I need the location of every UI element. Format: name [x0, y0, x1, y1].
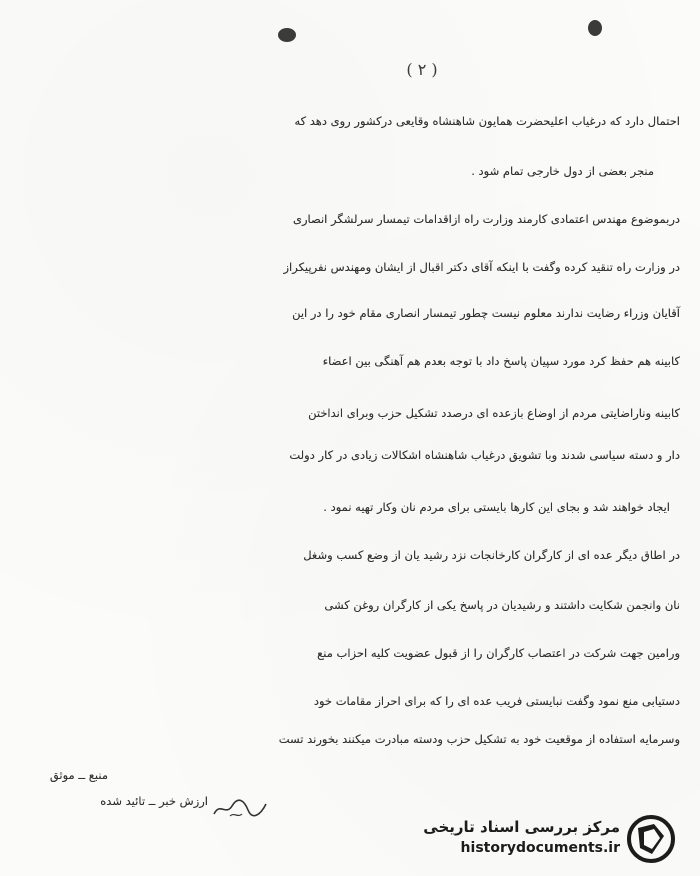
text-line: کابینه وناراضایتی مردم از اوضاع بازعده ای درصدد تشکیل حزب وبرای انداختن — [308, 406, 680, 420]
seal-mark — [278, 28, 296, 42]
watermark-url: historydocuments.ir — [460, 840, 620, 856]
text-line: دستیابی منع نمود وگفت نبایستی فریب عده ای را که برای احراز مقامات خود — [313, 694, 680, 708]
text-line: نان وانجمن شکایت داشتند و رشیدیان در پاسخ یکی از کارگران روغن کشی — [324, 598, 680, 612]
text-line: آقایان وزراء رضایت ندارند معلوم نیست چطور تیمسار انصاری مقام خود را در این — [292, 306, 680, 320]
text-line: در اطاق دیگر عده ای از کارگران کارخانجات نزد رشید یان از وضع کسب وشغل — [303, 548, 680, 562]
text-line: منجر بعضی از دول خارجی تمام شود . — [471, 164, 654, 178]
text-line: ارزش خبر ــ تائید شده — [100, 794, 208, 808]
text-line: دار و دسته سیاسی شدند وبا تشویق درغیاب شاهنشاه اشکالات زیادی در کار دولت — [289, 448, 680, 462]
text-line: احتمال دارد که درغیاب اعلیحضرت همایون شاهنشاه وقایعی درکشور روی دهد که — [294, 114, 680, 128]
text-line: در وزارت راه تنقید کرده وگفت با اینکه آقای دکتر اقبال از ایشان ومهندس نفرپیکراز — [283, 260, 680, 274]
text-line: ایجاد خواهند شد و بجای این کارها بایستی برای مردم نان وکار تهیه نمود . — [323, 500, 670, 514]
watermark-title: مرکز بررسی اسناد تاریخی — [423, 818, 620, 836]
text-line: منبع ــ موثق — [49, 768, 108, 782]
text-line: ورامین جهت شرکت در اعتصاب کارگران را از قبول عضویت کلیه احزاب منع — [317, 646, 680, 660]
handwritten-signature — [210, 796, 270, 820]
archive-watermark — [402, 814, 682, 866]
archive-logo-icon — [624, 814, 678, 864]
text-line: کابینه هم حفظ کرد مورد سپیان پاسخ داد با توجه بعدم هم آهنگی بین اعضاء — [322, 354, 680, 368]
text-line: وسرمایه استفاده از موقعیت خود به تشکیل حزب ودسته مبادرت میکنند بخورند تست — [278, 732, 680, 746]
corner-mark — [588, 20, 602, 36]
page-number: ( ۲ ) — [406, 60, 438, 79]
text-line: دربموضوع مهندس اعتمادی کارمند وزارت راه ازاقدامات تیمسار سرلشگر انصاری — [292, 212, 680, 226]
